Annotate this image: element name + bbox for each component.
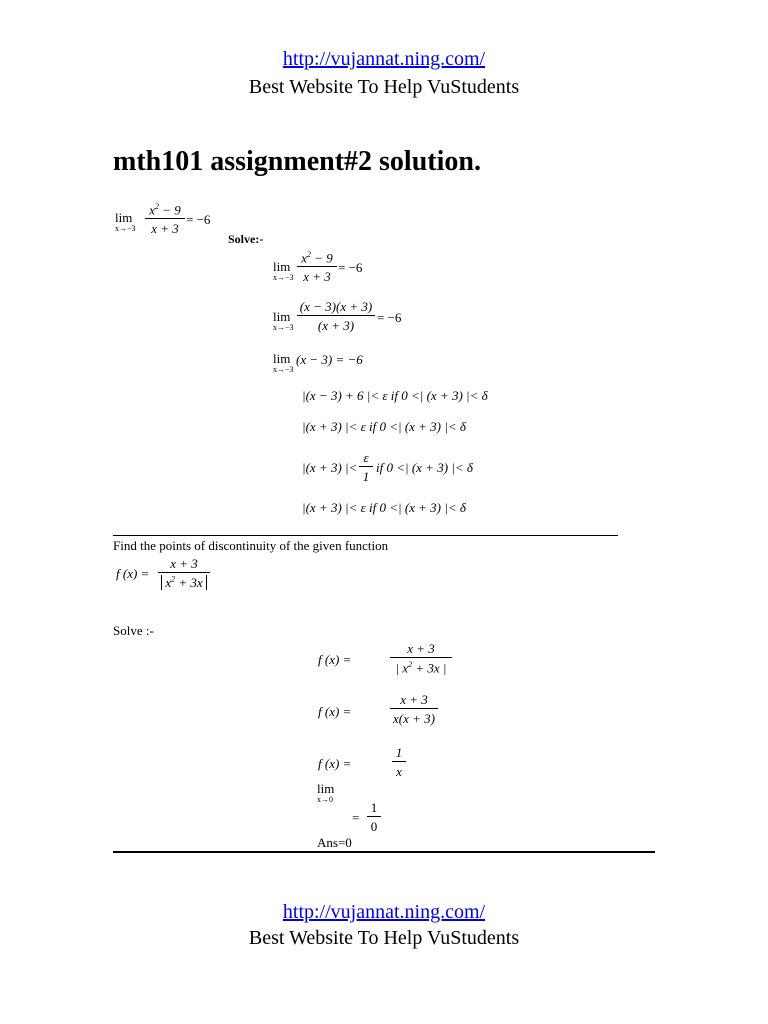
- inequality: |(x + 3) |< ε if 0 <| (x + 3) |< δ: [302, 500, 466, 515]
- page-title: mth101 assignment#2 solution.: [113, 146, 481, 177]
- equation-rhs: = −6: [338, 260, 363, 275]
- footer: [0, 901, 768, 924]
- limit-operator: lim x→−3: [273, 309, 294, 332]
- function-label: f (x) =: [318, 756, 352, 771]
- inequality-left: |(x + 3) |<: [302, 460, 358, 475]
- footer-tagline: Best Website To Help VuStudents: [248, 927, 520, 949]
- solve-label: Solve:-: [228, 232, 264, 246]
- fraction: $\frac{1}{0}$: [367, 801, 381, 833]
- equals-sign: =: [352, 810, 360, 825]
- header-tagline: Best Website To Help VuStudents: [248, 76, 520, 98]
- divider: [113, 851, 655, 853]
- equation-rhs: = −6: [186, 212, 211, 227]
- function-label: f (x) =: [116, 566, 150, 581]
- header: [0, 48, 768, 71]
- fraction: $\frac{x^2 - 9}{x + 3}$: [145, 203, 185, 235]
- fraction: $\frac{x^2 - 9}{x + 3}$: [297, 251, 337, 283]
- inequality: |(x − 3) + 6 |< ε if 0 <| (x + 3) |< δ: [302, 388, 488, 403]
- question-text: Find the points of discontinuity of the given function: [113, 538, 389, 553]
- fraction: $\frac{x + 3}{| x^2 + 3x |}$: [390, 642, 452, 674]
- inequality-right: if 0 <| (x + 3) |< δ: [376, 460, 473, 475]
- fraction: $\frac{x + 3}{x(x + 3)}$: [390, 693, 438, 725]
- limit-operator: lim x→0: [317, 781, 335, 804]
- header-link[interactable]: http://vujannat.ning.com/: [282, 48, 486, 70]
- limit-operator: lim x→−3: [115, 210, 136, 233]
- limit-operator: lim x→−3: [273, 259, 294, 282]
- limit-operator: lim x→−3: [273, 351, 294, 374]
- fraction: $\frac{\varepsilon}{1}$: [359, 451, 373, 483]
- answer-text: Ans=0: [317, 835, 352, 850]
- function-label: f (x) =: [318, 652, 352, 667]
- footer-link[interactable]: http://vujannat.ning.com/: [282, 901, 486, 923]
- solve-label: Solve :-: [113, 623, 154, 638]
- fraction: $\frac{1}{x}$: [392, 746, 406, 778]
- inequality: |(x + 3) |< ε if 0 <| (x + 3) |< δ: [302, 419, 466, 434]
- equation-rhs: = −6: [377, 310, 402, 325]
- divider: [113, 535, 618, 536]
- function-label: f (x) =: [318, 704, 352, 719]
- equation-step: (x − 3) = −6: [296, 352, 363, 367]
- fraction: $\frac{x + 3}{x^2 + 3x}$: [158, 557, 210, 589]
- fraction: $\frac{(x - 3)(x + 3)}{(x + 3)}$: [297, 300, 375, 332]
